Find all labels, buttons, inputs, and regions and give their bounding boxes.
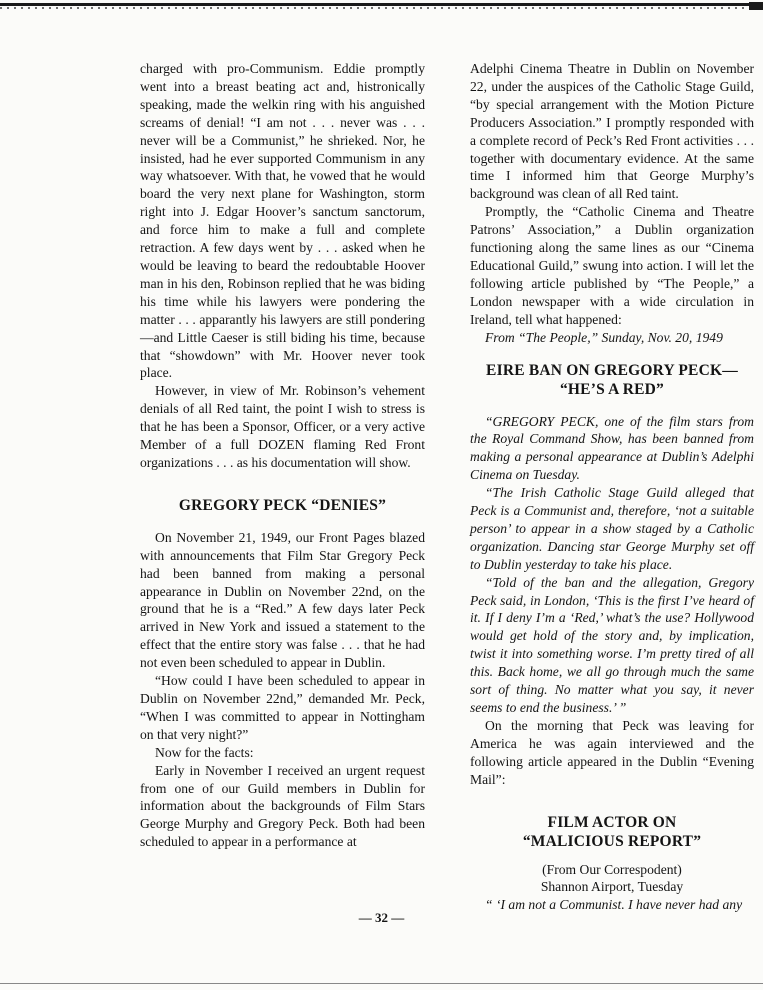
headline-film-actor-line-1: FILM ACTOR ON	[547, 813, 677, 831]
left-paragraph-5: Now for the facts:	[155, 744, 254, 760]
right-paragraph-2: Promptly, the “Catholic Cinema and Theatre Patrons’ Association,” a Dublin organization functioning along the same lines as our “Cinema Educational Guild,” swung into action. I will let the following article published by “The People,” a London newspaper with a wide circulation in Ireland, tell what happened:	[470, 204, 754, 327]
byline-dateline: Shannon Airport, Tuesday	[540, 879, 684, 895]
section-heading-gregory-peck-denies: GREGORY PECK “DENIES”	[178, 496, 387, 514]
corner-mark	[749, 2, 763, 10]
right-paragraph-1: Adelphi Cinema Theatre in Dublin on November 22, under the auspices of the Catholic Stage Guild, “by special arrangement with the Motion Picture Producers Association.” I promptly responded with a complete record of Peck’s Red Front activities . . . together with documentary evidence. At the same time I informed him that George Murphy’s background was clean of all Red taint.	[470, 61, 754, 202]
left-paragraph-6: Early in November I received an urgent request from one of our Guild members in Dublin for information about the backgrounds of Film Stars George Murphy and Gregory Peck. Both had been scheduled to appear in a performance at	[140, 762, 425, 850]
top-border-rule	[0, 3, 763, 6]
quote-paragraph-3: “Told of the ban and the allegation, Gregory Peck said, in London, ‘This is the first I’ve heard of it. If I deny I’m a ‘Red,’ what’s the use? Hollywood would get hold of the story and, by implication, twist it into something worse. I’m pretty tired of all this. Back home, we all go through much the same sort of thing. No matter what you say, it never seems to end the business.’ ”	[470, 574, 754, 715]
headline-eire-ban-line-1: EIRE BAN ON GREGORY PECK—	[486, 361, 738, 379]
top-dotted-rule	[0, 7, 763, 9]
byline-correspondent: (From Our Correspodent)	[542, 861, 682, 877]
quote-paragraph-1: “GREGORY PECK, one of the film stars from the Royal Command Show, has been banned from making a personal appearance at Dublin’s Adelphi Cinema on Tuesday.	[470, 413, 754, 483]
quote-paragraph-4: “ ‘I am not a Communist. I have never had any	[485, 897, 743, 913]
page-number: — 32 —	[358, 910, 405, 925]
quote-source-line: From “The People,” Sunday, Nov. 20, 1949	[485, 329, 723, 345]
left-column	[140, 60, 425, 851]
headline-eire-ban-line-2: “HE’S A RED”	[559, 380, 665, 398]
left-paragraph-2: However, in view of Mr. Robinson’s vehement denials of all Red taint, the point I wish to stress is that he has been a Sponsor, Officer, or a very active Member of a full DOZEN flaming Red Front organizations . . . as his documentation will show.	[140, 383, 425, 470]
left-paragraph-4: “How could I have been scheduled to appear in Dublin on November 22nd,” demanded Mr. Peck, “When I was committed to appear in Nottingham on that very night?”	[140, 673, 425, 742]
headline-film-actor-line-2: “MALICIOUS REPORT”	[522, 832, 702, 850]
right-column	[470, 60, 754, 914]
bottom-rule	[0, 983, 763, 984]
left-paragraph-1: charged with pro-Communism. Eddie promptly went into a breast beating act and, histronically speaking, made the welkin ring with his anguished screams of denial! “I am not . . . never was . . . never will be a Communist,” he shrieked. Nor, he insisted, had he ever supported Communism in any way whatsoever. With that, he vowed that he would board the very next plane for Washington, storm right into J. Edgar Hoover’s sanctum sanctorum, and force him to make a full and complete retraction. A few days went by . . . asked when he would be leaving to beard the redoubtable Hoover man in his den, Robinson replied that he was biding his time while his lawyers were pondering the matter . . . apparantly his lawyers are still pondering—and Little Caeser is still biding his time, because that “showdown” with Mr. Hoover never took place.	[140, 61, 425, 381]
quote-paragraph-2: “The Irish Catholic Stage Guild alleged that Peck is a Communist and, therefore, ‘not a suitable person’ to appear in a show staged by a Catholic organization. Dancing star George Murphy set off to Dublin yesterday to take his place.	[470, 485, 754, 572]
left-paragraph-3: On November 21, 1949, our Front Pages blazed with announcements that Film Star Gregory Peck had been banned from making a personal appearance in Dublin on November 22nd, on the ground that he is a “Red.” A few days later Peck arrived in New York and issued a statement to the effect that the entire story was false . . . that he had not even been scheduled to appear in Dublin.	[140, 529, 425, 671]
right-paragraph-3: On the morning that Peck was leaving for America he was again interviewed and the following article appeared in the Dublin “Evening Mail”:	[470, 717, 754, 787]
